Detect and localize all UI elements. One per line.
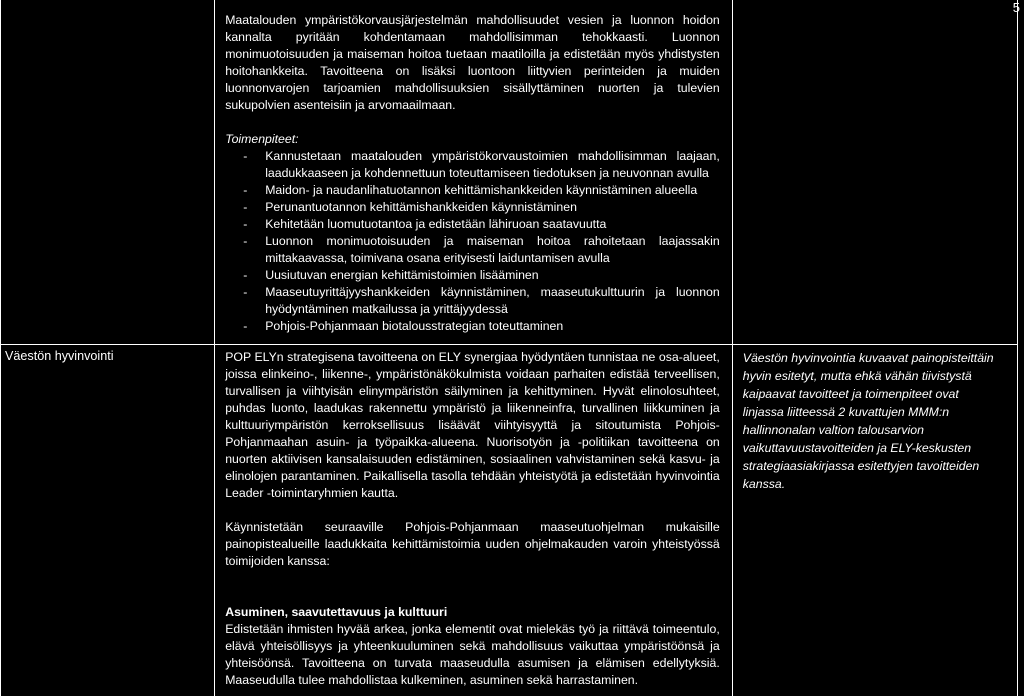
- list-item: - Kehitetään luomutuotantoa ja edistetään lähiruoan saatavuutta: [225, 216, 720, 233]
- assessment-cell: Väestön hyvinvointia kuvaavat painopisteittäin hyvin esitetyt, mutta ehkä vähän tiivistystä kaipaavat tavoitteet ja toimenpiteet ovat linjassa liitteessä 2 kuvattujen MMM:n hallinnonalan valtion talousarvion vaikuttavuustavoitteiden ja ELY-keskusten strategiaasiakirjassa esitettyjen tavoitteiden kanssa.: [732, 345, 1017, 696]
- table-row: [1, 345, 1018, 696]
- table-row: [1, 0, 1018, 345]
- paragraph: Käynnistetään seuraaville Pohjois-Pohjanmaan maaseutuohjelman mukaisille painopistealueille laadukkaita kehittämistoimia uuden ohjelmakauden varoin yhteistyössä toimijoiden kanssa:: [225, 519, 720, 570]
- row-label-cell: Väestön hyvinvointi: [1, 345, 215, 696]
- list-item: - Kannustetaan maatalouden ympäristökorvaustoimien mahdollisimman laajaan, laadukkaaseen ja kohdennettuun toteuttamiseen tiedotuksen ja neuvonnan avulla: [225, 148, 720, 182]
- list-item: - Uusiutuvan energian kehittämistoimien lisääminen: [225, 267, 720, 284]
- list-item: - Pohjois-Pohjanmaan biotalousstrategian toteuttaminen: [225, 318, 720, 335]
- content-cell: [215, 0, 733, 345]
- measures-heading: Toimenpiteet:: [225, 131, 720, 148]
- paragraph: POP ELYn strategisena tavoitteena on ELY synergiaa hyödyntäen tunnistaa ne osa-alueet, joissa elinkeino-, liikenne-, ympäristönäkökulmista voidaan parhaiten edistää terveellisen, turvallisen ja viihtyisän elinympäristön säilyminen ja kehittyminen. Hyvät elinolosuhteet, puhdas luonto, laadukas rakennettu ympäristö ja liikenneinfra, turvallinen liikkuminen ja kulttuuriympäristön kerroksellisuus lisäävät viihtyisyyttä ja sitoutumista Pohjois-Pohjanmaahan asuin- ja työpaikka-alueena. Nuorisotyön ja -politiikan tavoitteena on nuorten aktiivisen kansalaisuuden edistäminen, sosiaalinen vahvistaminen sekä kasvu- ja elinolojen parantaminen. Paikallisella tasolla tehdään yhteistyötä ja edistetään hyvinvointia Leader -toimintaryhmien kautta.: [225, 349, 720, 502]
- list-item: - Perunantuotannon kehittämishankkeiden käynnistäminen: [225, 199, 720, 216]
- list-item: - Luonnon monimuotoisuuden ja maiseman hoitoa rahoitetaan laajassakin mittakaavassa, toimivana osana erityisesti laiduntamisen avulla: [225, 233, 720, 267]
- page-number: 5: [1013, 0, 1020, 15]
- list-item: - Maidon- ja naudanlihatuotannon kehittämishankkeiden käynnistäminen alueella: [225, 182, 720, 199]
- assessment-cell: [732, 0, 1017, 345]
- intro-paragraph: Maatalouden ympäristökorvausjärjestelmän mahdollisuudet vesien ja luonnon hoidon kannalta pyritään kohdentamaan mahdollisimman tehokkaasti. Luonnon monimuotoisuuden ja maiseman hoitoa tuetaan maatiloilla ja edistetään myös yhdistysten hoitohankkeita. Tavoitteena on lisäksi luontoon liittyvien perinteiden ja muiden luonnonvarojen tarjoamien mahdollisuuksien sisällyttäminen nuorten ja tulevien sukupolvien asenteisiin ja arvomaailmaan.: [225, 12, 720, 114]
- paragraph: Edistetään ihmisten hyvää arkea, jonka elementit ovat mielekäs työ ja riittävä toimeentulo, elävä yhteisöllisyys ja yhteenkuuluminen sekä mahdollisuus vaikuttaa ympäristöönsä ja yhteisöönsä. Tavoitteena on turvata maaseudulla asumisen ja elämisen edellytyksiä. Maaseudulla tulee mahdollistaa kulkeminen, asuminen sekä harrastaminen.: [225, 621, 720, 689]
- content-cell: [215, 345, 733, 696]
- measures-list: [225, 148, 720, 335]
- list-item: - Maaseutuyrittäjyyshankkeiden käynnistäminen, maaseutukulttuurin ja luonnon hyödyntäminen matkailussa ja yrittäjyydessä: [225, 284, 720, 318]
- section-heading: Asuminen, saavutettavuus ja kulttuuri: [225, 604, 720, 621]
- row-label-cell: [1, 0, 215, 345]
